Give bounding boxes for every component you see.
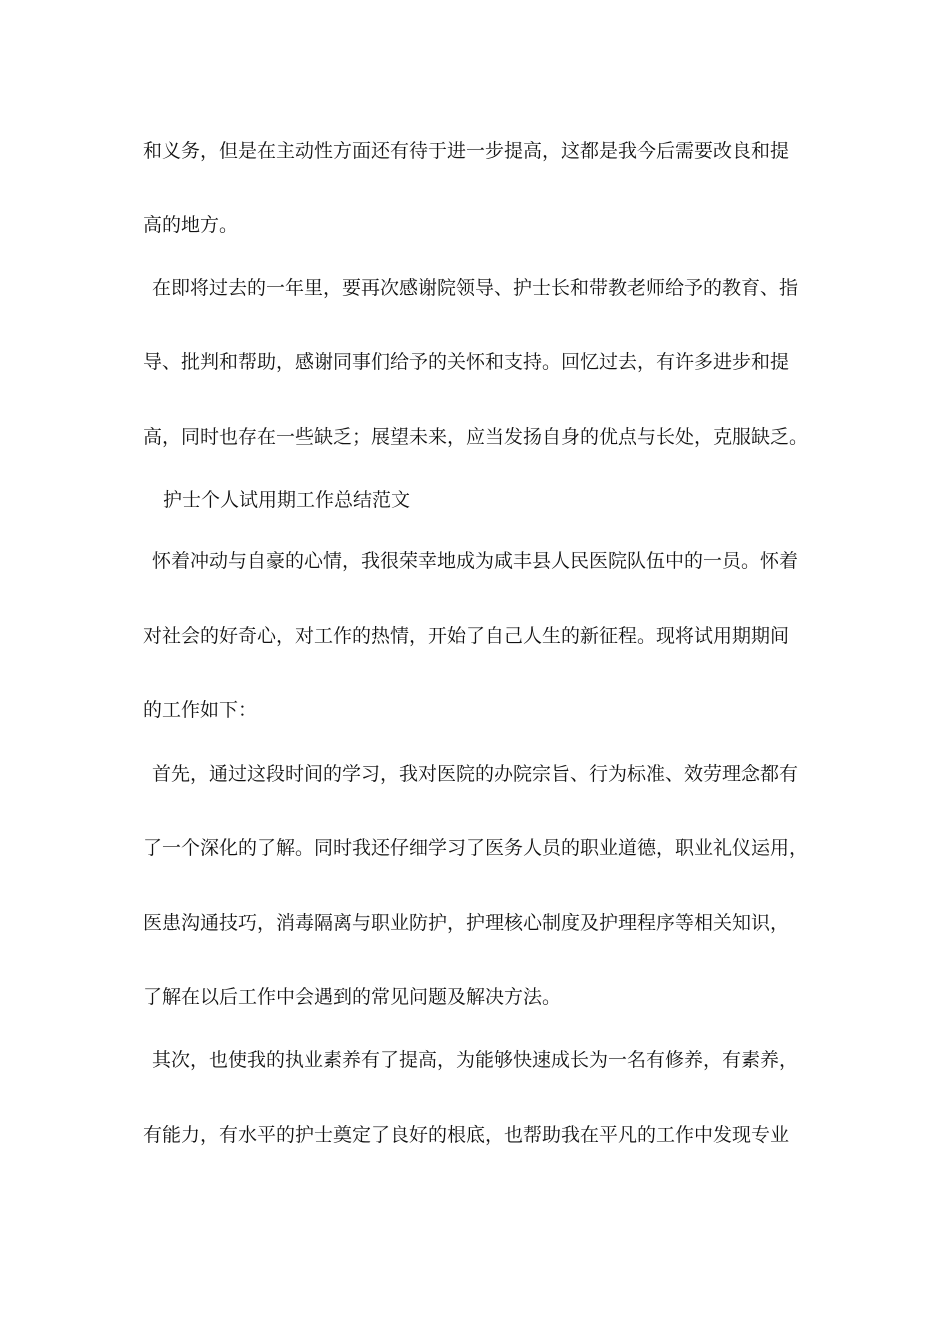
paragraph-line: 了解在以后工作中会遇到的常见问题及解决方法。 — [143, 986, 562, 1008]
paragraph-line: 了一个深化的了解。同时我还仔细学习了医务人员的职业道德，职业礼仪运用， — [143, 837, 809, 859]
paragraph-line: 医患沟通技巧，消毒隔离与职业防护，护理核心制度及护理程序等相关知识， — [143, 912, 790, 934]
section-title: 护士个人试用期工作总结范文 — [163, 489, 411, 511]
paragraph-line: 高的地方。 — [143, 214, 239, 236]
paragraph-line: 在即将过去的一年里，要再次感谢院领导、护士长和带教老师给予的教育、指 — [152, 277, 799, 299]
paragraph-line: 高，同时也存在一些缺乏；展望未来，应当发扬自身的优点与长处，克服缺乏。 — [143, 426, 809, 448]
paragraph-line: 其次，也使我的执业素养有了提高，为能够快速成长为一名有修养，有素养， — [152, 1049, 799, 1071]
paragraph-line: 怀着冲动与自豪的心情，我很荣幸地成为咸丰县人民医院队伍中的一员。怀着 — [152, 550, 799, 572]
paragraph-line: 首先，通过这段时间的学习，我对医院的办院宗旨、行为标准、效劳理念都有 — [152, 763, 799, 785]
paragraph-line: 对社会的好奇心，对工作的热情，开始了自己人生的新征程。现将试用期期间 — [143, 625, 790, 647]
paragraph-line: 有能力，有水平的护士奠定了良好的根底，也帮助我在平凡的工作中发现专业 — [143, 1124, 790, 1146]
paragraph-line: 和义务，但是在主动性方面还有待于进一步提高，这都是我今后需要改良和提 — [143, 140, 790, 162]
paragraph-line: 导、批判和帮助，感谢同事们给予的关怀和支持。回忆过去，有许多进步和提 — [143, 351, 790, 373]
paragraph-line: 的工作如下： — [143, 699, 258, 721]
